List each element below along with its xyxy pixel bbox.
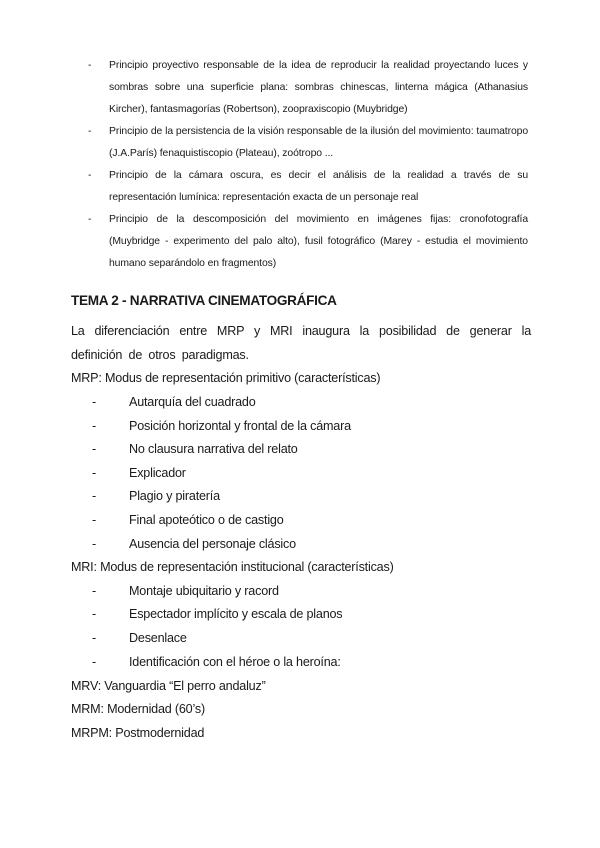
mrp-item-text: Final apoteótico o de castigo [129,513,284,527]
list-dash: - [92,537,96,551]
mrp-item-text: No clausura narrativa del relato [129,442,298,456]
mrp-item [92,419,351,433]
mri-item [92,607,342,621]
mri-item [92,584,279,598]
list-item [88,165,528,209]
list-dash: - [88,170,92,181]
mrp-item [92,489,220,503]
mrp-item [92,466,186,480]
mri-item-text: Identificación con el héroe o la heroína: [129,655,341,669]
principle-text: Principio proyectivo responsable de la idea de reproducir la realidad proyectando luces y sombras sobre una superficie plana: sombras chinescas, linterna mágica (Athanasius Kircher), fantasmagorías (Robertson), zoopraxiscopio (Muybridge) [109,60,528,115]
mrpm-line: MRPM: Postmodernidad [71,726,205,740]
principle-text: Principio de la descomposición del movimiento en imágenes fijas: cronofotografía (Muybridge - experimento del palo alto), fusil fotográfico (Marey - estudia el movimiento humano separándolo en fragmentos) [109,214,528,269]
list-dash: - [92,655,96,669]
list-item [88,121,528,165]
mrm-line: MRM: Modernidad (60’s) [71,702,205,716]
mri-item-text: Espectador implícito y escala de planos [129,607,343,621]
mrp-item [92,442,298,456]
list-dash: - [88,126,92,137]
list-dash: - [92,513,96,527]
mri-item-text: Desenlace [129,631,187,645]
mri-title: MRI: Modus de representación institucional (características) [71,560,394,574]
list-dash: - [92,419,96,433]
mrp-item-text: Ausencia del personaje clásico [129,537,296,551]
intro-paragraph: La diferenciación entre MRP y MRI inaugura la posibilidad de generar la definición de otros paradigmas. [71,324,531,362]
list-dash: - [88,60,92,71]
list-dash: - [92,631,96,645]
mrp-item [92,537,296,551]
mri-item [92,631,187,645]
mrp-item [92,513,284,527]
mrv-line: MRV: Vanguardia “El perro andaluz” [71,679,266,693]
mrp-item-text: Plagio y piratería [129,489,220,503]
list-dash: - [92,395,96,409]
mrp-item [92,395,256,409]
list-item [88,209,528,275]
list-item [88,55,528,121]
list-dash: - [92,607,96,621]
list-dash: - [92,442,96,456]
section-heading: TEMA 2 - NARRATIVA CINEMATOGRÁFICA [71,293,337,308]
list-dash: - [92,489,96,503]
mrp-item-text: Autarquía del cuadrado [129,395,256,409]
list-dash: - [88,214,92,225]
principle-text: Principio de la cámara oscura, es decir el análisis de la realidad a través de su representación lumínica: representación exacta de un personaje real [109,170,528,203]
mri-item-text: Montaje ubiquitario y racord [129,584,279,598]
principles-list [88,55,528,275]
mrp-item-text: Posición horizontal y frontal de la cámara [129,419,351,433]
list-dash: - [92,466,96,480]
principle-text: Principio de la persistencia de la visión responsable de la ilusión del movimiento: taumatropo (J.A.París) fenaquistiscopio (Plateau), zoótropo ... [109,126,528,159]
mrp-item-text: Explicador [129,466,186,480]
list-dash: - [92,584,96,598]
mrp-title: MRP: Modus de representación primitivo (características) [71,371,381,385]
mri-item [92,655,341,669]
